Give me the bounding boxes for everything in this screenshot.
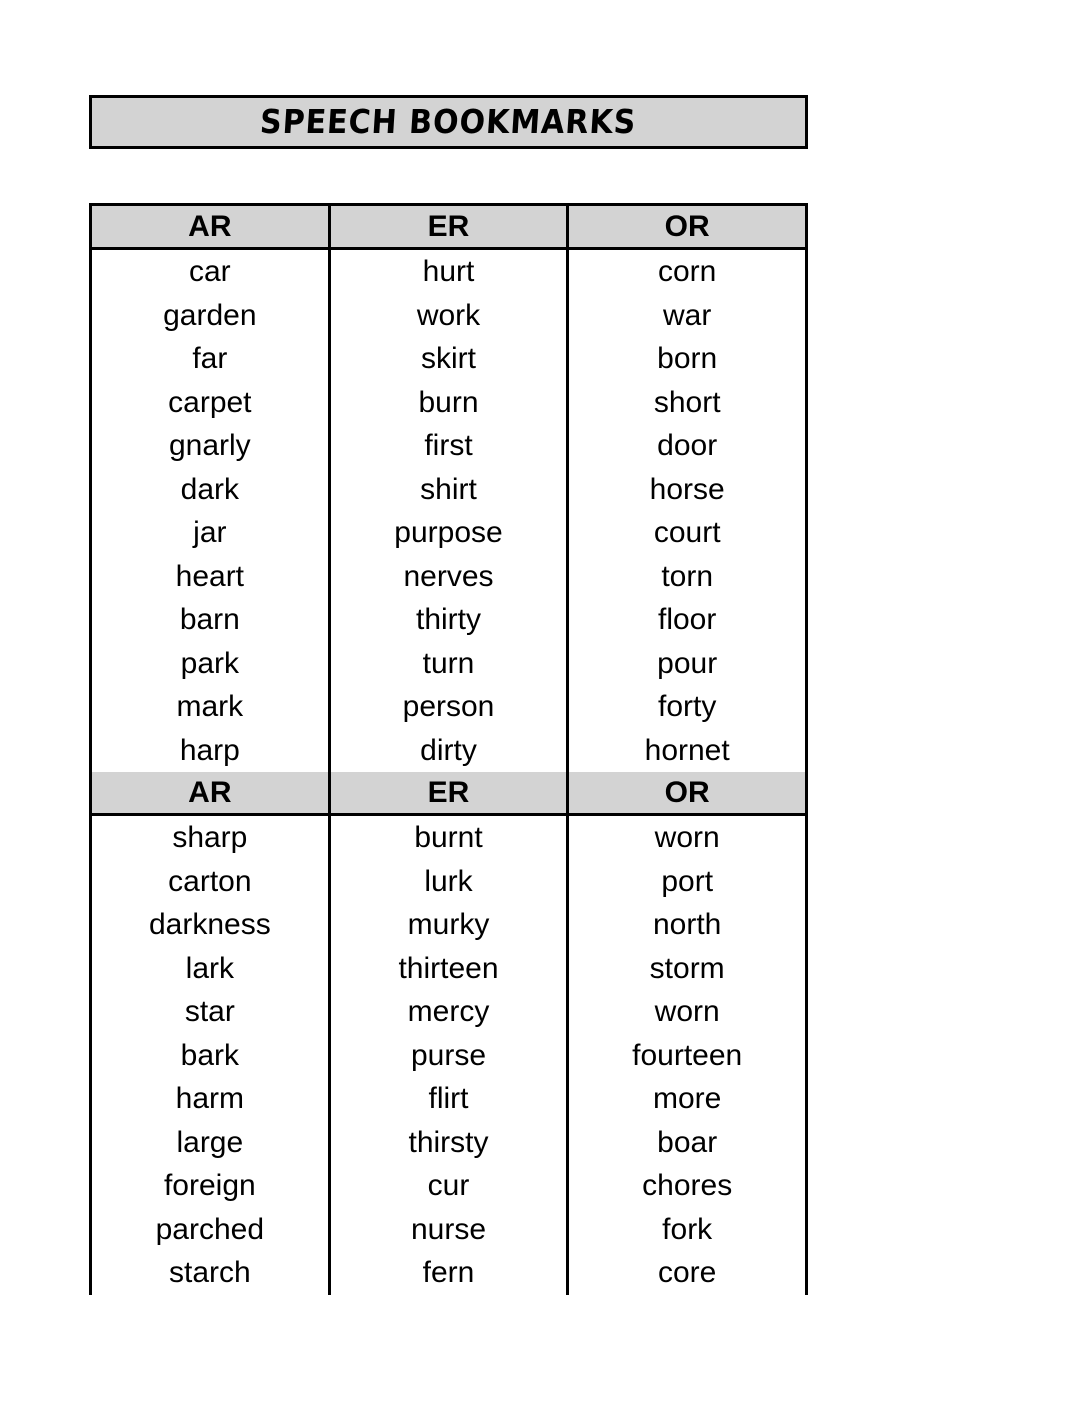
column-header: AR bbox=[188, 776, 232, 809]
word-cell: harp bbox=[179, 733, 240, 767]
word-cell: war bbox=[663, 298, 712, 332]
word-cell: person bbox=[402, 690, 495, 723]
word-cell: thirteen bbox=[398, 951, 499, 985]
word-table bbox=[89, 203, 808, 1295]
word-cell: darkness bbox=[148, 908, 271, 941]
column-header: OR bbox=[566, 772, 805, 813]
word-cell: fourteen bbox=[632, 1038, 743, 1072]
column-header: AR bbox=[188, 210, 232, 243]
word-cell: hornet bbox=[644, 733, 730, 767]
header-row bbox=[89, 772, 808, 816]
word-column bbox=[328, 250, 567, 772]
word-cell: skirt bbox=[421, 342, 476, 375]
word-cell: lurk bbox=[424, 864, 473, 898]
word-cell: turn bbox=[422, 646, 475, 680]
word-cell: storm bbox=[649, 951, 725, 985]
word-cell: gnarly bbox=[168, 429, 251, 462]
word-column bbox=[89, 250, 328, 772]
column-header: OR bbox=[566, 206, 805, 247]
column-header: ER bbox=[328, 772, 567, 813]
word-cell: north bbox=[652, 908, 722, 941]
word-cell: burn bbox=[418, 385, 479, 419]
word-cell: large bbox=[176, 1125, 244, 1159]
word-cell: shirt bbox=[420, 472, 477, 506]
word-cell: flirt bbox=[428, 1082, 469, 1115]
column-header: ER bbox=[328, 206, 567, 247]
word-cell: core bbox=[658, 1256, 717, 1289]
word-cell: heart bbox=[175, 559, 245, 593]
word-cell: court bbox=[653, 516, 721, 549]
word-cell: far bbox=[192, 342, 228, 375]
header-row bbox=[89, 203, 808, 250]
word-cell: mark bbox=[176, 690, 244, 723]
word-cell: worn bbox=[654, 995, 720, 1028]
word-cell: sharp bbox=[172, 821, 248, 854]
word-cell: mercy bbox=[407, 995, 490, 1028]
word-columns bbox=[89, 816, 808, 1295]
word-cell: thirty bbox=[416, 603, 482, 636]
word-cell: forty bbox=[658, 690, 717, 723]
word-cell: corn bbox=[658, 255, 717, 288]
word-cell: more bbox=[653, 1082, 722, 1115]
word-cell: horse bbox=[649, 472, 725, 506]
word-cell: jar bbox=[193, 516, 227, 549]
word-column bbox=[566, 250, 808, 772]
word-cell: worn bbox=[654, 821, 720, 854]
word-cell: dark bbox=[180, 472, 240, 506]
word-cell: purse bbox=[410, 1038, 487, 1072]
word-cell: short bbox=[653, 385, 721, 419]
word-cell: carpet bbox=[168, 385, 252, 419]
word-cell: bark bbox=[180, 1038, 240, 1072]
word-cell: lark bbox=[185, 951, 234, 985]
word-cell: floor bbox=[658, 603, 717, 636]
word-cell: dirty bbox=[420, 733, 477, 767]
word-cell: starch bbox=[168, 1256, 251, 1289]
word-column bbox=[328, 816, 567, 1295]
word-cell: garden bbox=[163, 298, 257, 332]
word-cell: foreign bbox=[163, 1169, 256, 1202]
word-cell: park bbox=[180, 646, 240, 680]
word-cell: work bbox=[416, 298, 481, 332]
word-cell: torn bbox=[661, 559, 714, 593]
word-cell: parched bbox=[155, 1212, 265, 1246]
word-cell: nerves bbox=[403, 559, 494, 593]
word-cell: car bbox=[188, 255, 231, 288]
word-cell: cur bbox=[427, 1169, 470, 1202]
word-cell: born bbox=[657, 342, 718, 375]
word-cell: first bbox=[424, 429, 473, 462]
word-cell: fern bbox=[422, 1256, 475, 1289]
word-column bbox=[89, 816, 328, 1295]
word-cell: carton bbox=[168, 864, 252, 898]
word-cell: burnt bbox=[414, 821, 483, 854]
word-cell: port bbox=[661, 864, 714, 898]
word-cell: harm bbox=[175, 1082, 245, 1115]
page-title: SPEECH BOOKMARKS bbox=[259, 102, 638, 142]
word-cell: fork bbox=[662, 1212, 713, 1246]
word-cell: purpose bbox=[394, 516, 503, 549]
word-column bbox=[566, 816, 808, 1295]
word-cell: murky bbox=[407, 908, 490, 941]
title-banner bbox=[89, 95, 808, 149]
word-cell: boar bbox=[657, 1125, 718, 1159]
word-cell: nurse bbox=[410, 1212, 487, 1246]
word-cell: pour bbox=[657, 646, 718, 680]
word-cell: barn bbox=[179, 603, 240, 636]
word-cell: chores bbox=[642, 1169, 733, 1202]
word-cell: hurt bbox=[422, 255, 475, 288]
word-columns bbox=[89, 250, 808, 772]
word-cell: star bbox=[184, 995, 235, 1028]
word-cell: thirsty bbox=[408, 1125, 489, 1159]
word-cell: door bbox=[657, 429, 718, 462]
